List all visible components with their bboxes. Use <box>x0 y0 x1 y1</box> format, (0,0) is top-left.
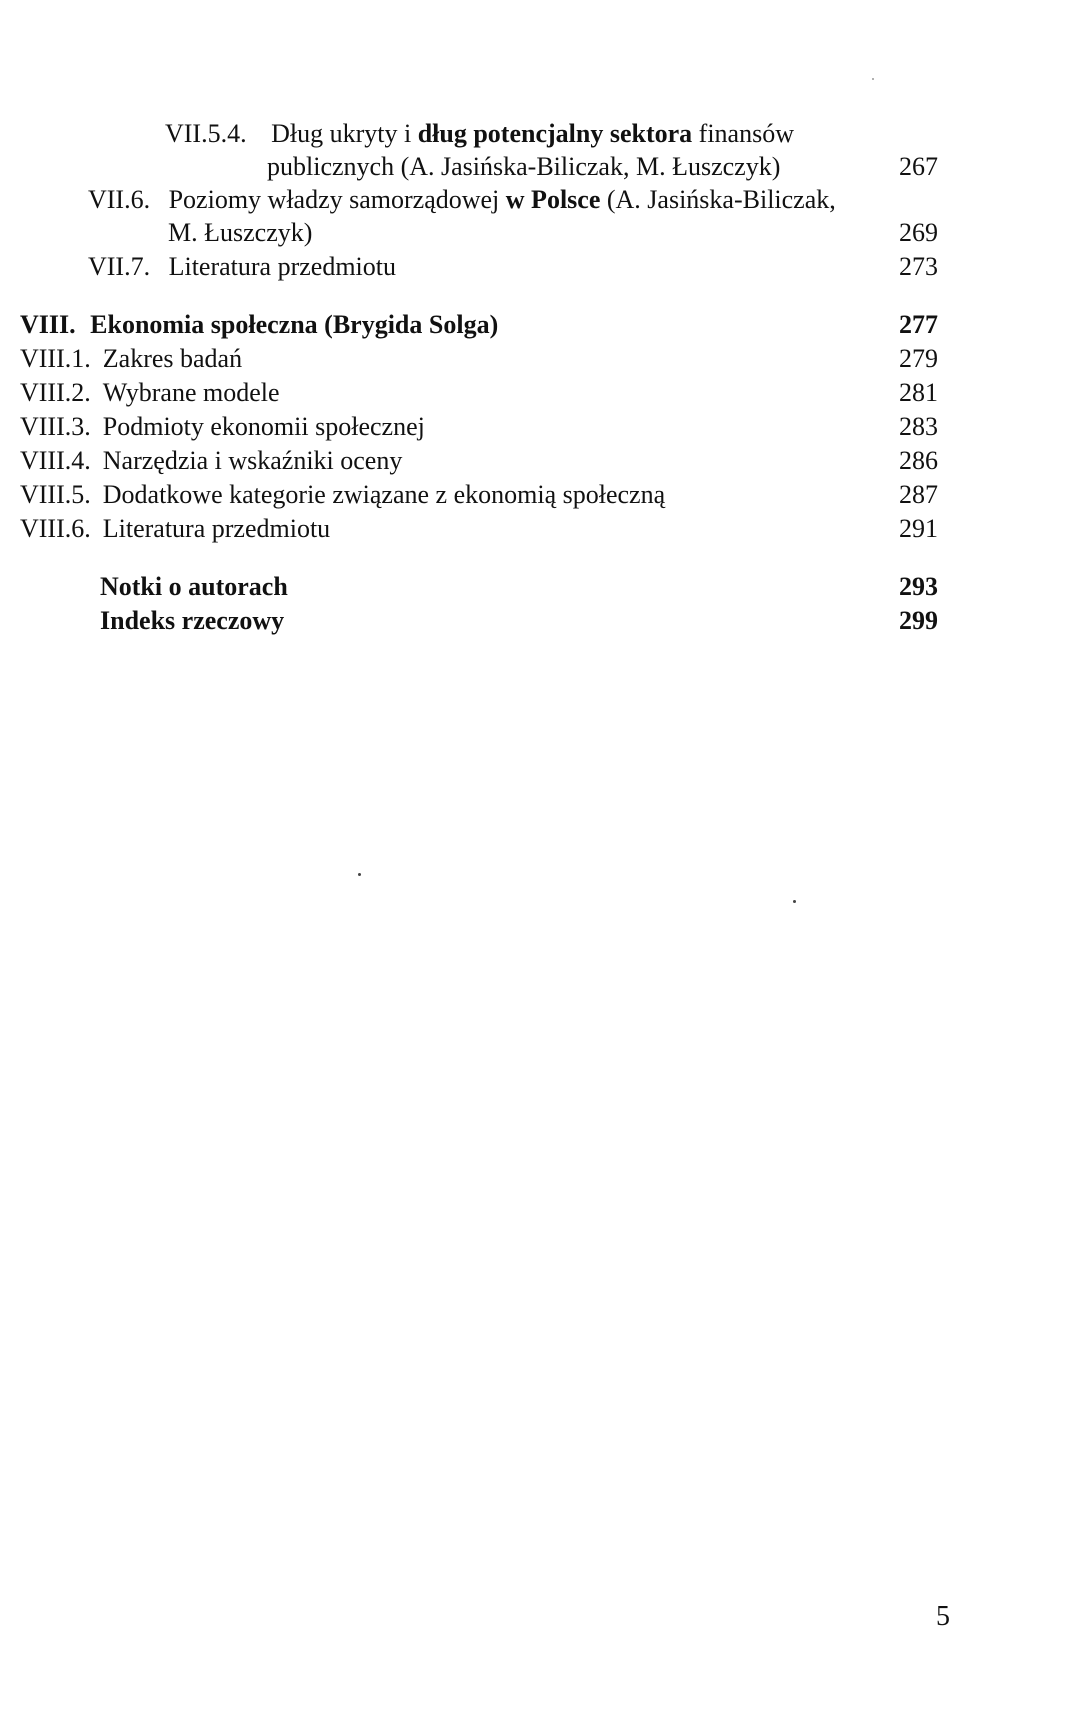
toc-entry-7-5-4-continued: publicznych (A. Jasińska-Biliczak, M. Łuszczyk) <box>267 152 781 181</box>
toc-entry-title: Poziomy władzy samorządowej w Polsce (A. Jasińska-Biliczak, <box>168 185 836 214</box>
toc-chapter-number: VIII. <box>20 310 76 339</box>
toc-entry-8-3 <box>20 411 425 443</box>
toc-entry-7-6 <box>88 184 836 216</box>
toc-page-number: 281 <box>899 378 938 407</box>
toc-page-number: 269 <box>899 218 938 247</box>
toc-entry-7-6-continued: M. Łuszczyk) <box>168 218 313 247</box>
toc-entry-title: Podmioty ekonomii społecznej <box>102 412 425 441</box>
toc-entry-8-6 <box>20 513 330 545</box>
toc-entry-8-5 <box>20 479 665 511</box>
toc-entry-number: VIII.5. <box>20 480 91 509</box>
toc-entry-title: Narzędzia i wskaźniki oceny <box>102 446 403 475</box>
toc-entry-number: VIII.6. <box>20 514 91 543</box>
toc-page-number: 273 <box>899 252 938 281</box>
toc-page-number: 299 <box>899 606 938 635</box>
toc-entry-title: Literatura przedmiotu <box>102 514 331 543</box>
toc-page-number: 279 <box>899 344 938 373</box>
toc-entry-subject-index: Indeks rzeczowy <box>100 606 285 635</box>
toc-entry-7-7 <box>88 251 396 283</box>
toc-page-number: 291 <box>899 514 938 543</box>
toc-page-number: 286 <box>899 446 938 475</box>
toc-chapter-8 <box>20 309 498 341</box>
scan-speck <box>358 873 361 876</box>
toc-page-number: 293 <box>899 572 938 601</box>
toc-chapter-title: Ekonomia społeczna (Brygida Solga) <box>90 310 499 339</box>
toc-entry-title: Dług ukryty i dług potencjalny sektora finansów <box>271 119 794 148</box>
toc-entry-title: Literatura przedmiotu <box>168 252 396 281</box>
toc-page-number: 287 <box>899 480 938 509</box>
toc-entry-number: VIII.3. <box>20 412 91 441</box>
toc-entry-number: VIII.2. <box>20 378 91 407</box>
toc-entry-number: VII.6. <box>88 185 151 214</box>
toc-entry-title: Wybrane modele <box>102 378 280 407</box>
toc-entry-number: VIII.1. <box>20 344 91 373</box>
toc-entry-8-4 <box>20 445 402 477</box>
scan-speck <box>872 78 874 80</box>
scan-speck <box>793 900 796 903</box>
page-number: 5 <box>936 1601 950 1632</box>
toc-entry-number: VII.5.4. <box>165 119 247 148</box>
toc-entry-number: VII.7. <box>88 252 151 281</box>
toc-entry-title: Dodatkowe kategorie związane z ekonomią społeczną <box>102 480 666 509</box>
toc-page-number: 267 <box>899 152 938 181</box>
toc-chapter-page-number: 277 <box>899 310 938 339</box>
toc-entry-author-notes: Notki o autorach <box>100 572 288 601</box>
toc-entry-8-1 <box>20 343 242 375</box>
toc-entry-title: Zakres badań <box>102 344 243 373</box>
toc-entry-7-5-4 <box>165 118 794 150</box>
toc-entry-8-2 <box>20 377 280 409</box>
toc-page-number: 283 <box>899 412 938 441</box>
toc-entry-number: VIII.4. <box>20 446 91 475</box>
